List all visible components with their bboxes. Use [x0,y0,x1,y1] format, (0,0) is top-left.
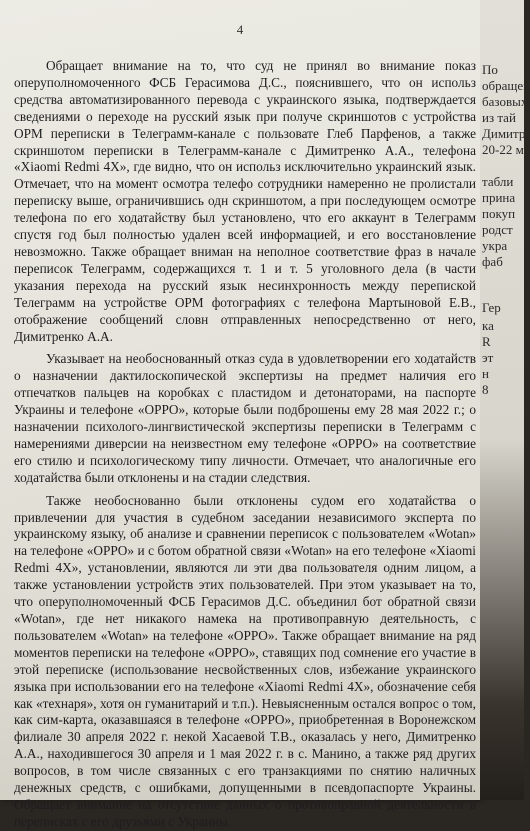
adjacent-line: R [482,334,491,349]
adjacent-line: родст [482,222,513,237]
paragraph-expertise-refusal: Указывает на необоснованный отказ суда в удовлетворении его ходатайств о назначении дактилоскопической экспертизы на предмет наличия его отпечатков пальцев на коробках с пластидом и детонаторами, на паспорте Украины и телефоне «OPPO», которые были подброшены ему 28 мая 2022 г.; о назначении психолого-лингвистической экспертизы переписки в Телеграмм с намерениями диверсии на неизвестном ему телефоне «OPPO» на соответствие его стилю и психологическому типу личности. Отмечает, что аналогичные его ходатайства были отклонены и на стадии следствия. [14,351,476,485]
paragraph-translation-argument: Обращает внимание на то, что суд не принял во внимание показ оперуполномоченного ФСБ Герасимова Д.С., пояснившего, что он использ средства автоматизированного перевода с украинского языка, подтверждается сведениями о переходе на русский язык при получе скриншотов с устройства ОРМ переписки в Телеграмм-канале с пользовате Глеб Парфенов, а также скриншотом переписки в Телеграмм-канале с Димитренко А.А., телефона «Xiaomi Redmi 4X», где видно, что он использ исключительно украинский язык. Отмечает, что на момент осмотра телефо сотрудники намеренно не пролистали переписку выше, ограничившись одн скриншотом, а при последующем осмотре телефона по его ходатайству был установлено, что его аккаунт в Телеграмм спустя год был полностью удален всей информацией, и его восстановление невозможно. Также обращает вниман на неполное соответствие фраз в начале переписок Телеграмм, содержащихся т. 1 и т. 5 уголовного дела (в части указания перехода на русский язык несинхронность между перепиской Телеграмм на устройстве ОРМ фотографиях с телефона Мартыновой Е.В., отображение сообщений словн отправленных непосредственно от него, Димитренко А.А. [14,58,476,344]
adjacent-line: табли [482,174,514,189]
adjacent-line: По [482,62,498,77]
adjacent-line: Гер [482,300,501,315]
paragraph-rejected-motions: Также необоснованно были отклонены судом его ходатайства о привлечении для участия в судебном заседании независимого эксперта по украинскому языку, об анализе и сравнении переписок с пользователем «Wotan» на телефоне «OPPO» и с ботом обратной связи «Wotan» на его телефоне «Xiaomi Redmi 4X», установлении, являются ли эти два пользователя одним лицом, а также установлении устройств этих пользователей. При этом указывает на то, что оперуполномоченный ФСБ Герасимов Д.С. объединил бот обратной связи «Wotan», где нет никакого намека на противоправную деятельность, с пользователем «Wotan» на телефоне «OPPO». Также обращает внимание на ряд моментов переписки на телефоне «OPPO», ставящих под сомнение его участие в этой переписке (использование несвойственных слов, избежание украинского языка при использовании его на телефоне «Xiaomi Redmi 4X», обозначение себя как «технаря», хотя он гуманитарий и т.п.). Невыясненным остался вопрос о том, как сим-карта, оказавшаяся в телефоне «OPPO», приобретенная в Воронежском филиале 30 апреля 2022 г. некой Хасаевой Т.В., оказалась у него, Димитренко А.А., находившегося 30 апреля и 1 мая 2022 г. в с. Манино, а также ряд других вопросов, в том числе связанных с его транзакциями по снятию наличных денежных средств, с ошибками, допущенными в псевдопаспорте Украины. Обращает внимание на отсутствие данных о противоправной деятельности в переписках с его друзьями с Украины. [14,492,476,829]
adjacent-line: н [482,366,489,381]
adjacent-line: 8 [482,382,489,397]
adjacent-line: покуп [482,206,516,221]
adjacent-page-strip [480,0,530,800]
page-number: 4 [236,22,244,37]
document-body [14,58,476,831]
adjacent-line: Димитр [482,126,526,141]
adjacent-line: базовых [482,94,528,109]
adjacent-line: ка [482,318,494,333]
adjacent-line: укра [482,238,508,253]
adjacent-line: эт [482,350,494,365]
adjacent-line: прина [482,190,516,205]
adjacent-line: из тай [482,110,516,125]
adjacent-line: 20-22 м [482,142,524,157]
adjacent-line: фаб [482,254,503,269]
adjacent-line: обращен [482,78,530,93]
